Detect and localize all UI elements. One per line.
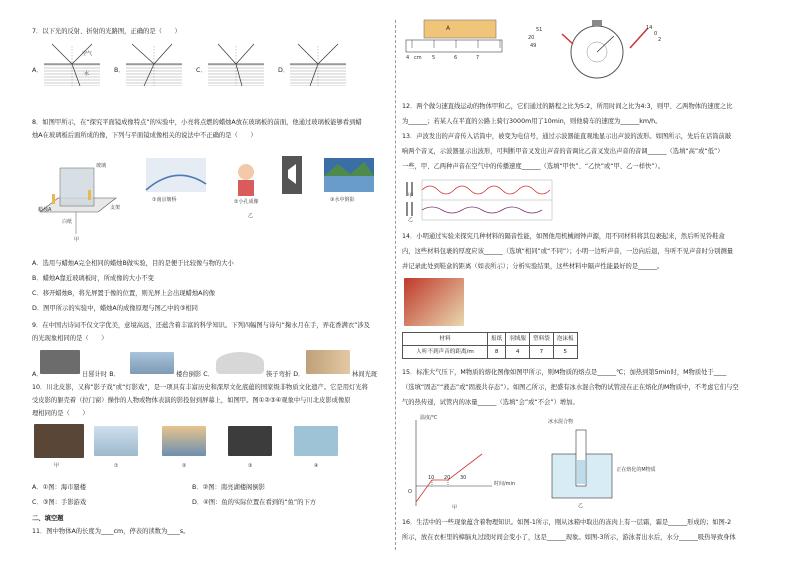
q10-label-4: ④ [314, 463, 319, 469]
q13-waveforms [402, 174, 602, 226]
th-material: 材料 [403, 333, 488, 346]
q8-photo-3 [282, 156, 302, 194]
q8-option-d: D．图甲所示的实验中，蜡烛A的成像原理与图乙中的③相同 [32, 305, 198, 312]
graph-tick-30: 30 [460, 475, 467, 481]
q9-photo-sundial [40, 350, 80, 374]
th-newspaper: 报纸 [488, 333, 506, 346]
q9-opt-d-text: 筷子弯折 D． [266, 371, 305, 378]
q15-figures [402, 414, 770, 514]
q8-photo-2 [238, 164, 254, 196]
beaker-label-yi: 乙 [578, 503, 584, 509]
q16-stem-2: 所示，放在衣柜里的樟脑丸过段时间会变小了，这是______现象。如图-3所示，游泳者出水后，水分______吸热导致身体 [402, 534, 736, 541]
q10-option-c: C．③图：手影游戏 [32, 499, 87, 506]
q10-stem-3: 理相同的是（ ） [32, 410, 89, 417]
q10-figures [32, 422, 387, 472]
ruler-tick-6: 6 [454, 55, 458, 61]
stopwatch-label-51: 51 [536, 27, 543, 33]
ruler-block-label: A [446, 25, 451, 32]
ruler [406, 20, 502, 52]
q7-opt-d: D． [278, 67, 290, 74]
q10-photo-mirage [94, 426, 138, 456]
q9-options-row [32, 348, 387, 378]
q7-water-label: 水 [84, 71, 90, 77]
q10-photo-fishing [294, 426, 338, 456]
q11-figures [402, 18, 770, 80]
q10-stem-2: 受皮影的躯壳着（拉门窗）操作的人物或物体表演的影投射到屏幕上，如图甲。图①②③④观象中与川北皮影成像原 [32, 397, 351, 404]
q15-stem-1: 15．标准大气压下，M物质的熔化图像如图甲所示，则M物质的熔点是______℃；加热到第5min时，M物质处于____ [402, 369, 727, 376]
q7-opt-c: C． [196, 67, 207, 74]
q7-diagram-b [126, 44, 182, 86]
q14-stem-2: 内，这些材料包裹的厚度应该______（选填“相同”或“不同”）；小明一边听声音，一边向后退，当听不见声音时分别测量 [402, 248, 734, 255]
th-plastic: 塑料袋 [530, 333, 554, 346]
q14-material-table [402, 332, 578, 359]
q14-photo-shoebox [404, 278, 464, 326]
q11-stem: 11．图中物体A的长度为____cm，停表的读数为____s。 [32, 528, 190, 535]
beaker-side-label: 正在熔化的M物质 [616, 467, 656, 473]
graph-label-jia: 甲 [452, 505, 458, 511]
waveform-svg [402, 174, 602, 226]
beaker-setup [552, 430, 612, 498]
q16-stem-1: 16．生活中的一些现象蕴含着物理知识。如图-1所示，刚从冰箱中取出的冻肉上有一层霜，霜是______形成的；如图-2 [402, 519, 732, 526]
q8-label-glass: 玻璃 [96, 163, 107, 169]
q8-label-jia: 甲 [74, 237, 80, 243]
q9-photo-forest [306, 350, 350, 374]
q15-stem-2: （选填“固态”“液态”或“固液共存态”）。如图乙所示，把盛有冰水混合物的试管浸在正在熔化的M物质中，不考虑它们与空 [402, 384, 739, 391]
td-down: 4 [506, 346, 530, 359]
q8-label-yi: 乙 [248, 213, 254, 219]
q13-stem-2: 响两个音叉，示波器显示出波形，可判断甲音叉发出声音的音调比乙音叉发出声音的音调______（选填“高”或“低”） [402, 148, 724, 155]
q7-opt-a: A． [32, 67, 43, 74]
stopwatch-label-49: 49 [530, 43, 537, 49]
q9-opt-a: A． [32, 371, 43, 378]
ruler-tick-4: 4 [406, 55, 410, 61]
beaker-top-label: 冰水混合物 [548, 419, 574, 425]
q8-option-c: C．移开蜡烛B，将光屏置于像的位置，则光屏上会出现蜡烛A的像 [32, 290, 216, 297]
q8-label-stand: 支架 [110, 205, 121, 211]
q8-label-candle: 蜡烛A [38, 207, 52, 213]
q8-figures [38, 150, 378, 246]
q13-stem-3: 一些，甲、乙两种声音在空气中的传播速度______（选填“甲快”、“乙快”或“甲、乙一样快”）。 [402, 163, 665, 170]
wave-label-jia: 甲 [408, 193, 414, 199]
q13-stem-1: 13．声波发出的声音传入话筒中，被变为电信号，通过示波器能直观地显示出声波的波形。如图所示，先后在话筒前敲 [402, 133, 732, 140]
graph-xlabel: 时间/min [494, 481, 516, 487]
q8-photo-4 [324, 158, 374, 192]
q15-stem-3: 气的热传递，试管内的冰量______（选填“会”或“不会”）增加。 [402, 399, 579, 406]
q12-stem-2: 为______；若某人在平直的公路上骑行3000m用了10min，则他骑车的速度为______km/h。 [402, 118, 662, 125]
q14-stem-1: 14．小明通过实验来探究几种材料的隔音性能，如图他用机械闹钟声源，用不同材料将其包裹起来，然后听见铃鞋盒 [402, 233, 725, 240]
q7-air-label: 空气 [82, 51, 93, 57]
q8-caption-3: ③水中倒影 [330, 197, 355, 203]
ruler-stopwatch-svg [402, 18, 770, 80]
q9-stem-1: 9．在中国古诗词不仅文字优美，意境高远，还蕴含着丰富的科学知识。下列四幅图与诗句“掬水月在手，弄花香满衣”涉及 [32, 322, 370, 329]
graph-ylabel: 温度/℃ [420, 415, 438, 421]
q8-label-paper: 白纸 [62, 219, 73, 225]
q8-mirror-setup [40, 168, 116, 234]
q8-caption-2: ②小孔成像 [234, 199, 259, 205]
q10-photo-hand-shadow [228, 426, 272, 456]
q7-diagram-c [208, 44, 264, 86]
q9-opt-c-text: 楼台倒影 C． [176, 371, 214, 378]
q8-stem-2: 烛A在玻璃板后面所成的像，下列与平面镜成像相关的说法中不正确的是（ ） [32, 132, 257, 139]
ruler-tick-7: 7 [476, 55, 480, 61]
melting-graph [416, 420, 492, 506]
table-header-row [403, 333, 578, 346]
q10-option-b: B．②图：南亮湖楼阁倒影 [192, 484, 265, 491]
q7-opt-b: B． [114, 67, 125, 74]
q8-stem-1: 8．如图甲所示，在“探究平面镜成像特点”的实验中，小亮将点燃的蜡烛A放在玻璃板的前面，他通过玻璃板能够看到蜡 [32, 119, 362, 126]
q10-label-3: ③ [248, 463, 253, 469]
q9-photo-tower [130, 352, 174, 374]
table-row [403, 346, 578, 359]
q9-photo-bowl [216, 352, 264, 374]
graph-origin: O [408, 489, 412, 495]
q10-option-a: A．①图：海市蜃楼 [32, 484, 87, 491]
q8-option-a: A．选用与蜡烛A完全相同的蜡烛B做实验，目的是便于比较像与物的大小 [32, 260, 234, 267]
q10-photo-pagoda [162, 426, 206, 456]
q9-opt-b-text: 日晷计时 B． [82, 371, 120, 378]
stopwatch-label-20: 20 [528, 35, 535, 41]
q7-diagram-d [290, 44, 346, 86]
q10-label-1: ① [114, 463, 119, 469]
q9-stem-2: 的光现象相同的是（ ） [32, 335, 108, 342]
q7-stem: 7．以下光的反射、折射的光路图，正确的是（ ） [32, 28, 181, 35]
section-fill-in-blank: 二、填空题 [32, 515, 64, 522]
ruler-unit: cm [414, 55, 422, 61]
td-newspaper: 8 [488, 346, 506, 359]
td-row-label: 人听不到声音的距离/m [403, 346, 488, 359]
q8-option-b: B．蜡烛A靠近玻璃板时，所成像的大小不变 [32, 275, 154, 282]
q10-stem-1: 10．川北皮影，又称“影子戏”或“灯影戏”，是一项具有丰富历史和深厚文化底蕴的国家级非物质文化遗产。它是用灯光将 [32, 384, 368, 391]
q10-label-2: ② [182, 463, 187, 469]
stopwatch-label-2: 2 [658, 37, 662, 43]
q10-option-d: D．④图：鱼的实际位置在看到的“鱼”的下方 [192, 499, 317, 506]
th-foam: 泡沫板 [553, 333, 577, 346]
q8-figure-svg [38, 150, 378, 246]
q8-caption-1: ①南京塘桥 [152, 197, 177, 203]
q7-diagrams [32, 42, 387, 90]
column-divider [395, 20, 396, 550]
stopwatch-label-0: 0 [654, 31, 658, 37]
wave-label-yi: 乙 [408, 217, 414, 223]
q14-stem-3: 并记录此处到鞋盒的距离（如表所示）；分析实验结果，这些材料中隔声性能最好的是______。 [402, 263, 664, 270]
th-down: 羽绒服 [506, 333, 530, 346]
q15-svg [402, 414, 770, 514]
graph-tick-20: 20 [444, 475, 451, 481]
td-foam: 5 [553, 346, 577, 359]
ruler-tick-5: 5 [432, 55, 436, 61]
q10-label-jia: 甲 [54, 463, 60, 469]
td-plastic: 7 [530, 346, 554, 359]
graph-tick-10: 10 [428, 475, 435, 481]
q8-photo-1 [146, 158, 206, 192]
stopwatch [562, 20, 648, 78]
q10-photo-shadow-puppet [34, 424, 84, 458]
q9-opt-d-end: 林间光斑 [352, 371, 378, 378]
q12-stem-1: 12．两个做匀速直线运动的物体甲和乙，它们通过的路程之比为5:2，所用时间之比为4:3，则甲、乙两物体的速度之比 [402, 103, 733, 110]
stopwatch-label-14: 14 [646, 25, 653, 31]
